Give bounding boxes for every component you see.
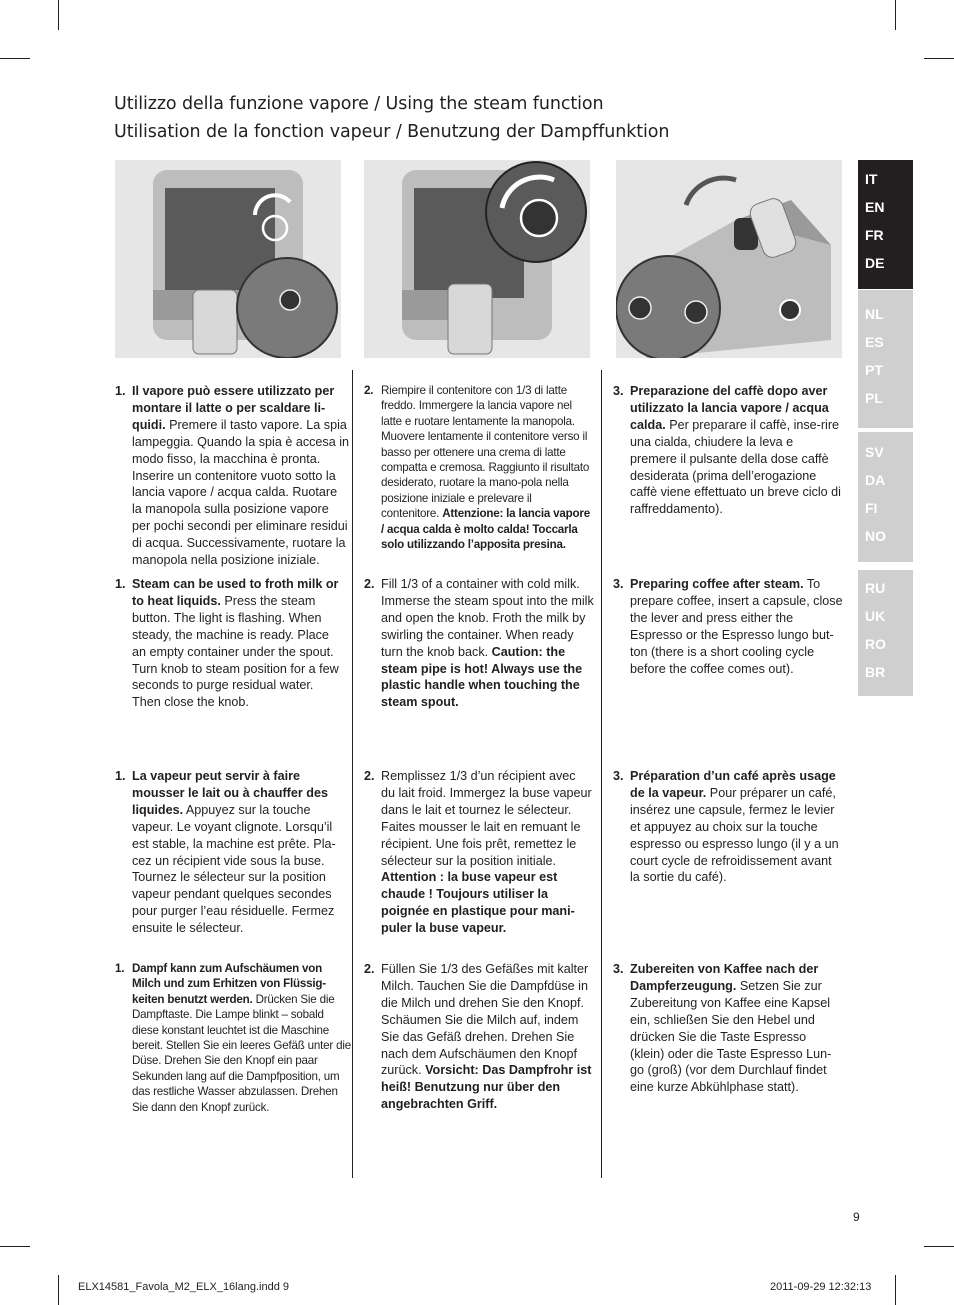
language-tab-uk[interactable]: UK	[865, 608, 886, 624]
instruction-fr-2: 2. Remplissez 1/3 d’un récipient avec du lait froid. Immergez la buse vapeur dans le lait et tournez le sélecteur. Faites mousser le lait en remuant le récipient. Une fois prêt, remettez le sélecteur sur la position initiale. Attention : la buse vapeur est chaude ! Toujours utiliser la poignée en plastique pour mani-puler la buse vapeur.	[364, 769, 592, 936]
language-tab-de[interactable]: DE	[865, 255, 885, 271]
instruction-de-1: 1. Dampf kann zum Aufschäumen von Milch und zum Erhitzen von Flüssig-keiten benutzt werden. Drücken Sie die Dampftaste. Die Lampe blinkt – sobald diese konstant leuchtet ist die Maschine bereit. Stellen Sie ein leeres Gefäß unter die Düse. Drehen Sie den Knopf ein paar Sekunden lang auf die Dampfposition, um das restliche Wasser abzulassen. Drehen Sie dann den Knopf zurück.	[115, 962, 351, 1114]
crop-mark	[924, 1246, 954, 1247]
language-tab-it[interactable]: IT	[865, 171, 878, 187]
instruction-de-3: 3. Zubereiten von Kaffee nach der Dampferzeugung. Setzen Sie zur Zubereitung von Kaffee eine Kapsel ein, schließen Sie den Hebel und drücken Sie die Taste Espresso (klein) oder die Taste Espresso Lun-go (groß) (vor dem Durchlauf findet eine kurze Abkühlphase statt).	[613, 962, 832, 1095]
language-tab-da[interactable]: DA	[865, 472, 886, 488]
crop-mark	[924, 58, 954, 59]
language-tab-fi[interactable]: FI	[865, 500, 878, 516]
column-divider	[601, 370, 602, 1178]
language-tab-pl[interactable]: PL	[865, 390, 883, 406]
crop-mark	[58, 0, 59, 30]
instruction-en-2: 2. Fill 1/3 of a container with cold milk. Immerse the steam spout into the milk and open the knob. Froth the milk by swirling the container. When ready turn the knob back. Caution: the steam pipe is hot! Always use the plastic handle when touching the steam spout.	[364, 577, 594, 710]
instruction-en-1: 1. Steam can be used to froth milk or to heat liquids. Press the steam button. The light is flashing. When steady, the machine is ready. Place an empty container under the spout. Turn knob to steam position for a few seconds to purge residual water. Then close the knob.	[115, 577, 339, 710]
instruction-it-1: 1. Il vapore può essere utilizzato per montare il latte o per scaldare li-quidi. Premere il tasto vapore. La spia lampeggia. Quando la spia è accesa in modo fisso, la macchina è pronta. Inserire un contenitore vuoto sotto la lancia vapore / acqua calda. Ruotare la manopola sulla posizione vapore per pochi secondi per eliminare residui di acqua. Successivamente, ruotare la manopola nella posizione iniziale.	[115, 384, 350, 568]
language-tab-ro[interactable]: RO	[865, 636, 886, 652]
language-tab-group-active	[858, 160, 913, 289]
crop-mark	[895, 1275, 896, 1305]
footer-file-info: ELX14581_Favola_M2_ELX_16lang.indd 9	[78, 1281, 289, 1293]
language-tab-group-2	[858, 290, 913, 428]
language-tab-sv[interactable]: SV	[865, 444, 884, 460]
language-tab-group-3	[858, 432, 913, 562]
illustration-espresso-button	[616, 160, 842, 358]
illustration-steam-button	[115, 160, 341, 358]
instruction-de-2: 2. Füllen Sie 1/3 des Gefäßes mit kalter Milch. Tauchen Sie die Dampfdüse in die Milch und drehen Sie den Knopf. Schäumen Sie die Milch auf, indem Sie das Gefäß drehen. Drehen Sie nach dem Aufschäumen den Knopf zurück. Vorsicht: Das Dampfrohr ist heiß! Benutzung nur über den angebrachten Griff.	[364, 962, 592, 1112]
column-divider	[352, 370, 353, 1178]
crop-mark	[895, 0, 896, 30]
language-tab-br[interactable]: BR	[865, 664, 886, 680]
instruction-it-2: 2. Riempire il contenitore con 1/3 di latte freddo. Immergere la lancia vapore nel latte e ruotare lentamente la manopola. Muovere lentamente il contenitore verso il basso per ottenere una crema di latte compatta e cremosa. Raggiunto il risultato desiderato, ruotare la mano-pola nella posizione iniziale e prelevare il contenitore. Attenzione: la lancia vapore / acqua calda è molto calda! Toccarla solo utilizzando l’apposita presina.	[364, 384, 590, 552]
language-tab-no[interactable]: NO	[865, 528, 886, 544]
page-number: 9	[853, 1210, 860, 1224]
instruction-en-3: 3. Preparing coffee after steam. To prepare coffee, insert a capsule, close the lever and press either the Espresso or the Espresso lungo but-ton (there is a short cooling cycle before the coffee comes out).	[613, 577, 843, 676]
page-title-line-1: Utilizzo della funzione vapore / Using the steam function	[114, 94, 604, 114]
language-tab-fr[interactable]: FR	[865, 227, 884, 243]
language-tab-pt[interactable]: PT	[865, 362, 883, 378]
instruction-fr-3: 3. Préparation d’un café après usage de la vapeur. Pour préparer un café, insérez une capsule, fermez le levier et appuyez au choix sur la touche espresso ou espresso lungo (il y a un court cycle de refroidissement avant la sortie du café).	[613, 769, 839, 885]
language-tab-ru[interactable]: RU	[865, 580, 886, 596]
crop-mark	[0, 1246, 30, 1247]
language-tab-en[interactable]: EN	[865, 199, 885, 215]
language-tab-group-4	[858, 570, 913, 696]
language-tab-es[interactable]: ES	[865, 334, 884, 350]
crop-mark	[58, 1275, 59, 1305]
instruction-fr-1: 1. La vapeur peut servir à faire mousser le lait ou à chauffer des liquides. Appuyez sur la touche vapeur. Le voyant clignote. Lorsqu’il est stable, la machine est prête. Pla-cez un récipient vide sous la buse. Tournez le sélecteur sur la position vapeur pendant quelques secondes pour purger l’eau résiduelle. Fermez ensuite le sélecteur.	[115, 769, 336, 936]
crop-mark	[0, 58, 30, 59]
language-tab-nl[interactable]: NL	[865, 306, 884, 322]
footer-timestamp: 2011-09-29 12:32:13	[770, 1281, 872, 1293]
page-title-line-2: Utilisation de la fonction vapeur / Benutzung der Dampffunktion	[114, 122, 670, 142]
illustration-steam-knob	[364, 160, 590, 358]
instruction-it-3: 3. Preparazione del caffè dopo aver utilizzato la lancia vapore / acqua calda. Per preparare il caffè, inse-rire una cialda, chiudere la leva e premere il pulsante della dose caffè desiderata (prima dell’erogazione caffè viene effettuato un breve ciclo di raffreddamento).	[613, 384, 841, 517]
